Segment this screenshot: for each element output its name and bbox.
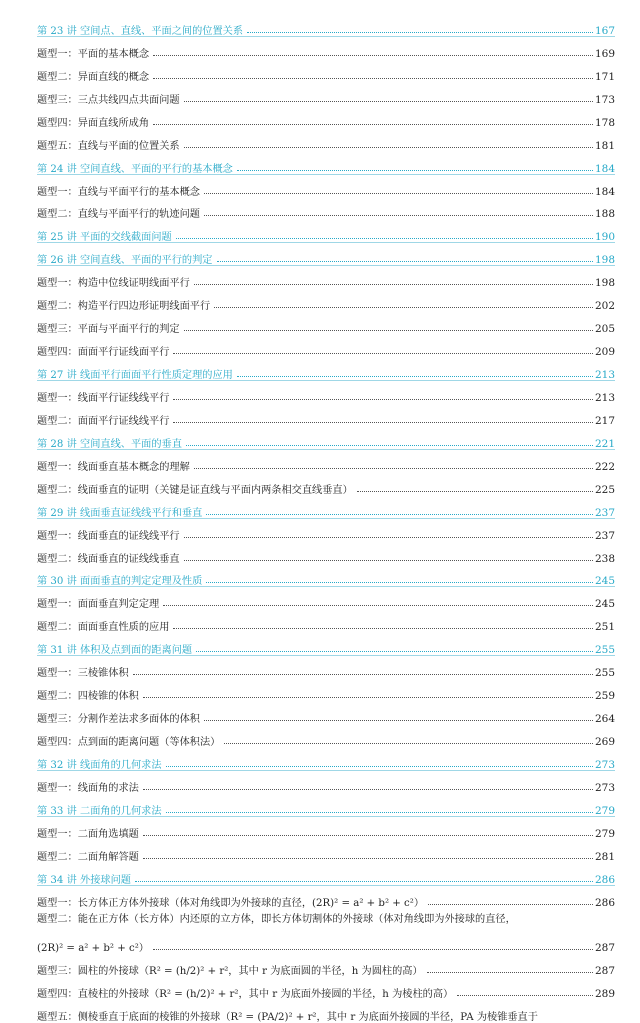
toc-page-number: 251	[594, 621, 615, 634]
toc-page-number: 286	[594, 896, 615, 909]
dot-leader	[428, 904, 593, 905]
toc-item-label: 题型二：面面垂直性质的应用	[37, 622, 170, 634]
toc-page-number: 269	[594, 736, 615, 748]
toc-item-row[interactable]	[37, 702, 615, 725]
toc-page-number: 173	[594, 93, 615, 106]
dot-leader	[457, 995, 593, 996]
dot-leader	[173, 399, 593, 400]
toc-page-number: 167	[594, 24, 615, 37]
toc-page-number: 237	[594, 529, 615, 542]
toc-item-row[interactable]	[37, 954, 615, 977]
dot-leader	[204, 215, 593, 216]
toc-item-label: 题型一：平面的基本概念	[37, 48, 150, 60]
toc-item-row[interactable]	[37, 542, 615, 565]
dot-leader	[184, 147, 593, 148]
toc-item-row[interactable]	[37, 679, 615, 702]
toc-page-number: 205	[594, 323, 615, 336]
toc-item-label: 题型一：三棱锥体积	[37, 668, 129, 680]
dot-leader	[176, 238, 593, 239]
toc-item-label: 题型三：圆柱的外接球（R² = (h/2)² + r²，其中 r 为底面圆的半径，h 为圆柱的高）	[37, 966, 423, 978]
toc-item-label: 题型二：四棱锥的体积	[37, 691, 139, 703]
dot-leader	[237, 170, 593, 171]
toc-section-label: 第 26 讲 空间直线、平面的平行的判定	[37, 255, 213, 267]
toc-item-label: 题型五：侧棱垂直于底面的棱锥的外接球（R² = (PA/2)² + r²，其中 r 为底面外接圆的半径，PA 为棱锥垂直于	[37, 1012, 538, 1023]
dot-leader	[224, 743, 593, 744]
toc-page-number: 184	[594, 185, 615, 198]
toc-page-number: 255	[594, 667, 615, 680]
toc-item-label: 题型一：线面角的求法	[37, 782, 139, 794]
toc-section-label: 第 27 讲 线面平行面面平行性质定理的应用	[37, 370, 233, 381]
toc-section-row[interactable]	[37, 358, 615, 381]
toc-page-number: 287	[594, 942, 615, 955]
toc-page-number: 289	[594, 988, 615, 1001]
toc-page-number: 198	[594, 277, 615, 290]
toc-page-number: 222	[594, 460, 615, 473]
toc-page-number: 273	[594, 758, 615, 771]
dot-leader	[173, 422, 593, 423]
toc-page-number: 255	[594, 644, 615, 657]
dot-leader	[153, 55, 593, 56]
table-of-contents	[37, 14, 615, 1023]
toc-item-label: 题型一：线面平行证线线平行	[37, 392, 170, 404]
toc-item-row[interactable]	[37, 473, 615, 496]
toc-item-label-continued: (2R)² = a² + b² + c²）	[37, 943, 149, 955]
toc-page-number: 245	[594, 598, 615, 611]
toc-item-row[interactable]	[37, 725, 615, 748]
dot-leader	[143, 858, 593, 859]
toc-page-number: 245	[594, 575, 615, 588]
toc-item-row[interactable]	[37, 312, 615, 335]
dot-leader	[186, 445, 593, 446]
toc-page-number: 198	[594, 254, 615, 267]
toc-item-label: 题型一：线面垂直基本概念的理解	[37, 461, 190, 473]
toc-page-number: 169	[594, 47, 615, 60]
toc-section-label: 第 33 讲 二面角的几何求法	[37, 805, 162, 817]
toc-item-label: 题型四：异面直线所成角	[37, 117, 150, 129]
toc-item-label: 题型二：构造平行四边形证明线面平行	[37, 301, 211, 313]
toc-page-number: 209	[594, 346, 615, 359]
dot-leader	[133, 674, 593, 675]
dot-leader	[143, 789, 593, 790]
toc-item-row[interactable]	[37, 37, 615, 60]
toc-item-label: 题型二：面面平行证线线平行	[37, 415, 170, 427]
toc-page-number: 264	[594, 713, 615, 726]
toc-item-row[interactable]	[37, 587, 615, 610]
toc-section-label: 第 30 讲 面面垂直的判定定理及性质	[37, 576, 203, 588]
dot-leader	[153, 949, 593, 950]
toc-item-row[interactable]	[37, 909, 615, 955]
toc-item-label: 题型二：线面垂直的证线线垂直	[37, 553, 180, 565]
toc-item-row[interactable]	[37, 106, 615, 129]
toc-item-row[interactable]	[37, 1000, 615, 1023]
toc-item-label: 题型二：直线与平面平行的轨迹问题	[37, 209, 200, 221]
dot-leader	[153, 78, 593, 79]
toc-item-label: 题型一：长方体正方体外接球（体对角线即为外接球的直径，(2R)² = a² + b² + c²）	[37, 897, 425, 909]
toc-page-number: 225	[594, 483, 615, 496]
dot-leader	[204, 720, 593, 721]
toc-page-number: 259	[594, 690, 615, 703]
toc-item-label: 题型二：二面角解答题	[37, 851, 139, 863]
toc-item-label: 题型四：点到面的距离问题（等体积法）	[37, 737, 221, 748]
toc-page-number: 281	[594, 850, 615, 863]
toc-section-row[interactable]	[37, 794, 615, 817]
dot-leader	[194, 284, 593, 285]
toc-page-number: 188	[594, 208, 615, 221]
toc-item-row[interactable]	[37, 886, 615, 909]
toc-section-label: 第 28 讲 空间直线、平面的垂直	[37, 438, 182, 450]
toc-item-row[interactable]	[37, 404, 615, 427]
toc-page-number: 221	[594, 437, 615, 450]
toc-section-label: 第 34 讲 外接球问题	[37, 874, 131, 886]
toc-section-label: 第 25 讲 平面的交线截面问题	[37, 232, 172, 244]
dot-leader	[206, 582, 593, 583]
toc-page-number: 181	[594, 139, 615, 152]
toc-section-label: 第 24 讲 空间直线、平面的平行的基本概念	[37, 163, 233, 175]
toc-item-row[interactable]	[37, 60, 615, 83]
toc-item-row[interactable]	[37, 771, 615, 794]
dot-leader	[247, 32, 593, 33]
toc-page-number: 279	[594, 804, 615, 817]
toc-item-label: 题型一：直线与平面平行的基本概念	[37, 186, 200, 198]
toc-item-row[interactable]	[37, 840, 615, 863]
toc-item-label: 题型二：能在正方体（长方体）内还原的立方体，即长方体切割体的外接球（体对角线即为外接球的直径，	[37, 913, 516, 925]
toc-item-row[interactable]	[37, 450, 615, 473]
dot-leader	[166, 766, 593, 767]
toc-section-row[interactable]	[37, 565, 615, 588]
toc-page-number: 237	[594, 506, 615, 519]
dot-leader	[166, 812, 593, 813]
dot-leader	[143, 835, 593, 836]
toc-section-label: 第 31 讲 体积及点到面的距离问题	[37, 645, 193, 657]
toc-page-number: 171	[594, 70, 615, 83]
dot-leader	[173, 628, 593, 629]
toc-item-row[interactable]	[37, 381, 615, 404]
toc-item-label: 题型四：直棱柱的外接球（R² = (h/2)² + r²，其中 r 为底面外接圆的半径，h 为棱柱的高）	[37, 989, 454, 1001]
dot-leader	[214, 307, 593, 308]
toc-section-row[interactable]	[37, 863, 615, 886]
toc-page-number: 286	[594, 873, 615, 886]
toc-item-row[interactable]	[37, 610, 615, 633]
dot-leader	[173, 353, 593, 354]
toc-page-number: 279	[594, 827, 615, 840]
toc-item-label: 题型四：面面平行证线面平行	[37, 347, 170, 359]
toc-item-row[interactable]	[37, 83, 615, 106]
toc-section-label: 第 29 讲 线面垂直证线线平行和垂直	[37, 507, 203, 519]
toc-page-number: 273	[594, 781, 615, 794]
toc-section-row[interactable]	[37, 748, 615, 771]
toc-section-row[interactable]	[37, 427, 615, 450]
dot-leader	[135, 881, 593, 882]
toc-section-row[interactable]	[37, 243, 615, 266]
dot-leader	[196, 651, 593, 652]
dot-leader	[184, 537, 593, 538]
toc-page-number: 217	[594, 414, 615, 427]
toc-item-label: 题型五：直线与平面的位置关系	[37, 140, 180, 152]
toc-page-number: 178	[594, 116, 615, 129]
toc-section-row[interactable]	[37, 496, 615, 519]
toc-item-row[interactable]	[37, 175, 615, 198]
dot-leader	[184, 101, 593, 102]
toc-section-label: 第 32 讲 线面角的几何求法	[37, 759, 162, 771]
dot-leader	[153, 124, 593, 125]
toc-item-row[interactable]	[37, 519, 615, 542]
toc-item-label: 题型一：二面角选填题	[37, 828, 139, 840]
dot-leader	[237, 376, 593, 377]
toc-item-row[interactable]	[37, 335, 615, 358]
toc-section-row[interactable]	[37, 220, 615, 243]
toc-section-row[interactable]	[37, 14, 615, 37]
toc-section-row[interactable]	[37, 633, 615, 656]
dot-leader	[184, 560, 593, 561]
dot-leader	[357, 491, 593, 492]
dot-leader	[206, 514, 593, 515]
dot-leader	[184, 330, 593, 331]
toc-item-label: 题型一：线面垂直的证线线平行	[37, 530, 180, 542]
toc-page-number: 213	[594, 369, 615, 381]
dot-leader	[143, 697, 593, 698]
toc-item-label: 题型二：异面直线的概念	[37, 71, 150, 83]
dot-leader	[217, 261, 593, 262]
toc-item-row[interactable]	[37, 129, 615, 152]
toc-item-row[interactable]	[37, 266, 615, 289]
toc-item-row[interactable]	[37, 289, 615, 312]
dot-leader	[427, 972, 593, 973]
toc-item-label: 题型三：平面与平面平行的判定	[37, 324, 180, 336]
toc-item-row[interactable]	[37, 977, 615, 1000]
dot-leader	[163, 605, 593, 606]
toc-item-row[interactable]	[37, 656, 615, 679]
toc-item-label: 题型二：线面垂直的证明（关键是证直线与平面内两条相交直线垂直）	[37, 484, 353, 496]
toc-item-label: 题型三：三点共线四点共面问题	[37, 94, 180, 106]
toc-page-number: 213	[594, 391, 615, 404]
toc-item-label: 题型一：构造中位线证明线面平行	[37, 278, 190, 290]
dot-leader	[204, 193, 593, 194]
toc-page-number: 287	[594, 965, 615, 978]
toc-section-row[interactable]	[37, 152, 615, 175]
toc-page-number: 238	[594, 552, 615, 565]
toc-item-row[interactable]	[37, 817, 615, 840]
toc-page-number: 202	[594, 300, 615, 313]
dot-leader	[194, 468, 593, 469]
toc-item-row[interactable]	[37, 198, 615, 221]
toc-item-label: 题型一：面面垂直判定定理	[37, 599, 160, 611]
toc-page-number: 190	[594, 231, 615, 244]
toc-item-label: 题型三：分割作差法求多面体的体积	[37, 714, 200, 726]
toc-section-label: 第 23 讲 空间点、直线、平面之间的位置关系	[37, 25, 244, 37]
toc-page-number: 184	[594, 162, 615, 175]
